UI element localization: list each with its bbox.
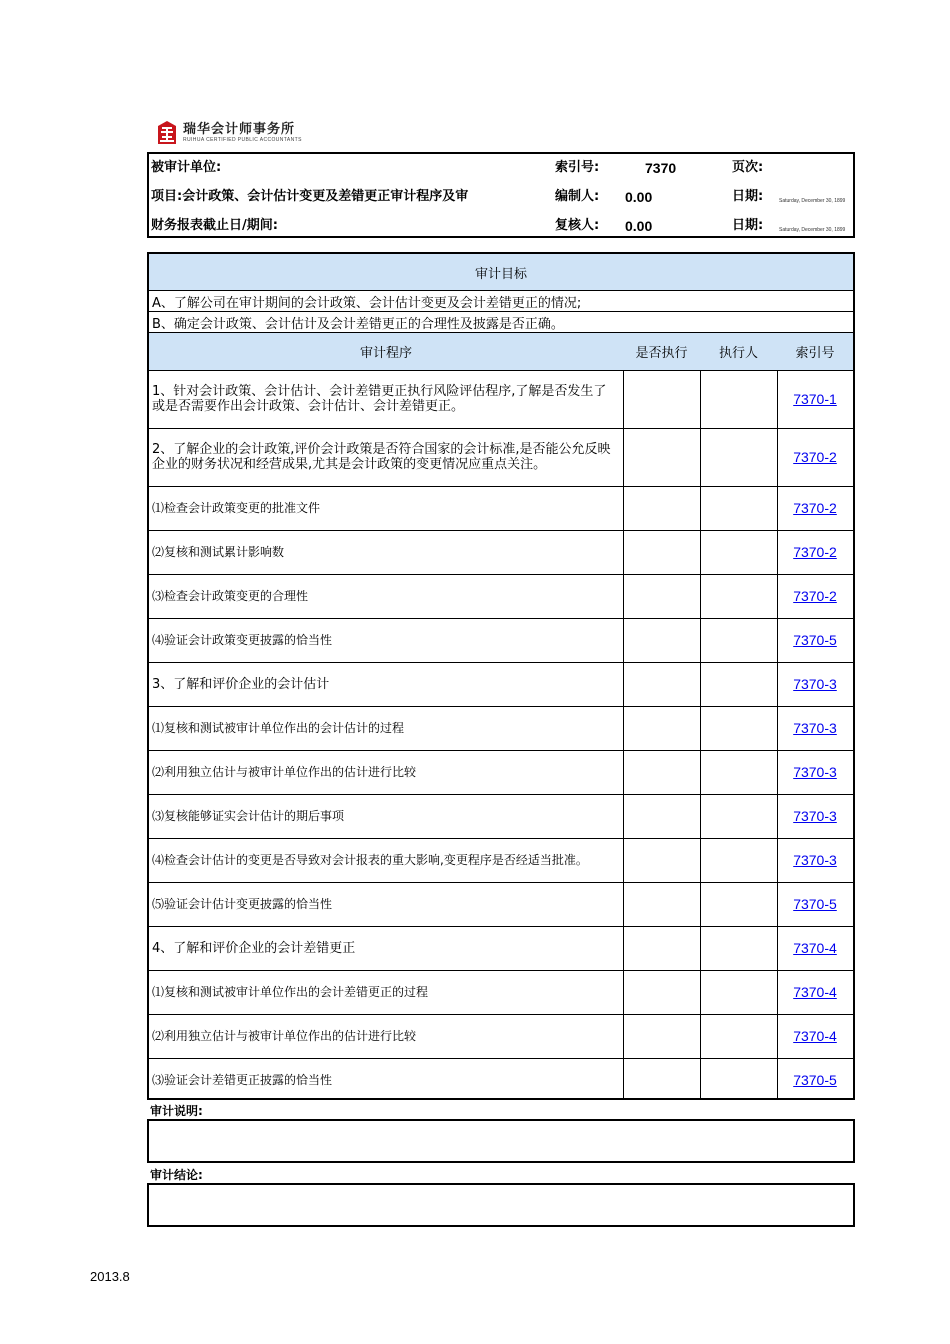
workpaper-index-link[interactable]: 7370-3 [793,764,837,780]
workpaper-index-link[interactable]: 7370-5 [793,896,837,912]
workpaper-index-link[interactable]: 7370-4 [793,984,837,1000]
explanation-box[interactable] [147,1119,855,1163]
procedure-text: 2、了解企业的会计政策,评价会计政策是否符合国家的会计标准,是否能公允反映企业的财务状况和经营成果,尤其是会计政策的变更情况应重点关注。 [152,442,611,472]
date-label-2: 日期: [732,218,764,233]
workpaper-index-link[interactable]: 7370-2 [793,544,837,560]
procedure-text: ⑵复核和测试累计影响数 [152,544,285,559]
version-footer: 2013.8 [90,1269,130,1284]
firm-name: 瑞华会计师事务所 [183,122,296,137]
procedure-text: ⑸验证会计估计变更披露的恰当性 [152,896,333,911]
workpaper-index-link[interactable]: 7370-5 [793,632,837,648]
workpaper-index-link[interactable]: 7370-1 [793,391,837,407]
objectives-title: 审计目标 [149,254,853,290]
preparer-value: 0.00 [625,189,653,205]
date-value-1: Saturday, December 30, 1899 [779,198,846,204]
workpaper-index-link[interactable]: 7370-2 [793,500,837,516]
workpaper-index-link[interactable]: 7370-5 [793,1072,837,1088]
col-procedure: 审计程序 [359,345,412,361]
firm-logo [157,118,302,148]
col-executed: 是否执行 [635,345,688,361]
procedure-text: ⑴复核和测试被审计单位作出的会计差错更正的过程 [152,984,429,999]
reviewer-value: 0.00 [625,218,653,234]
procedure-text: 4、了解和评价企业的会计差错更正 [152,940,356,956]
index-label: 索引号: [555,160,600,175]
column-divider [623,370,624,1100]
col-executor: 执行人 [718,345,758,361]
procedure-text: ⑷验证会计政策变更披露的恰当性 [152,632,333,647]
conclusion-box[interactable] [147,1183,855,1227]
workpaper-index-link[interactable]: 7370-3 [793,808,837,824]
page-label: 页次: [732,160,764,175]
workpaper-index-link[interactable]: 7370-3 [793,676,837,692]
client-label: 被审计单位: [151,160,222,175]
workpaper-index-link[interactable]: 7370-3 [793,720,837,736]
firm-english-name: RUIHUA CERTIFIED PUBLIC ACCOUNTANTS [183,137,302,143]
audit-program-table [147,252,855,1100]
objective-b: B、确定会计政策、会计估计及会计差错更正的合理性及披露是否正确。 [149,311,853,332]
workpaper-index-link[interactable]: 7370-2 [793,588,837,604]
period-label: 财务报表截止日/期间: [151,218,278,233]
workpaper-index-link[interactable]: 7370-2 [793,449,837,465]
date-value-2: Saturday, December 30, 1899 [779,227,846,233]
procedure-text: ⑵利用独立估计与被审计单位作出的估计进行比较 [152,764,417,779]
column-divider [700,370,701,1100]
procedure-text: ⑴复核和测试被审计单位作出的会计估计的过程 [152,720,405,735]
workpaper-index-link[interactable]: 7370-3 [793,852,837,868]
workpaper-header [147,152,855,238]
date-label-1: 日期: [732,189,764,204]
conclusion-label: 审计结论: [150,1168,203,1182]
procedure-text: ⑵利用独立估计与被审计单位作出的估计进行比较 [152,1028,417,1043]
procedure-text: ⑷检查会计估计的变更是否导致对会计报表的重大影响,变更程序是否经适当批准。 [152,852,588,867]
procedure-text: ⑶复核能够证实会计估计的期后事项 [152,808,345,823]
procedure-text: ⑴检查会计政策变更的批准文件 [152,500,321,515]
workpaper-index-link[interactable]: 7370-4 [793,1028,837,1044]
procedure-text: ⑶验证会计差错更正披露的恰当性 [152,1072,333,1087]
index-value: 7370 [645,160,677,176]
procedure-text: ⑶检查会计政策变更的合理性 [152,588,309,603]
project-label: 项目:会计政策、会计估计变更及差错更正审计程序及审 [151,189,469,204]
reviewer-label: 复核人: [555,218,600,233]
procedure-rows [149,370,853,1100]
workpaper-index-link[interactable]: 7370-4 [793,940,837,956]
explanation-label: 审计说明: [150,1104,203,1118]
col-index: 索引号 [795,345,835,361]
preparer-label: 编制人: [555,189,600,204]
procedure-text: 1、针对会计政策、会计估计、会计差错更正执行风险评估程序,了解是否发生了或是否需要作出会计政策、会计估计、会计差错更正。 [152,384,607,414]
firm-emblem-icon [157,120,177,146]
objective-a: A、了解公司在审计期间的会计政策、会计估计变更及会计差错更正的情况; [149,290,853,311]
column-header-row [149,332,853,370]
procedure-text: 3、了解和评价企业的会计估计 [152,676,330,692]
